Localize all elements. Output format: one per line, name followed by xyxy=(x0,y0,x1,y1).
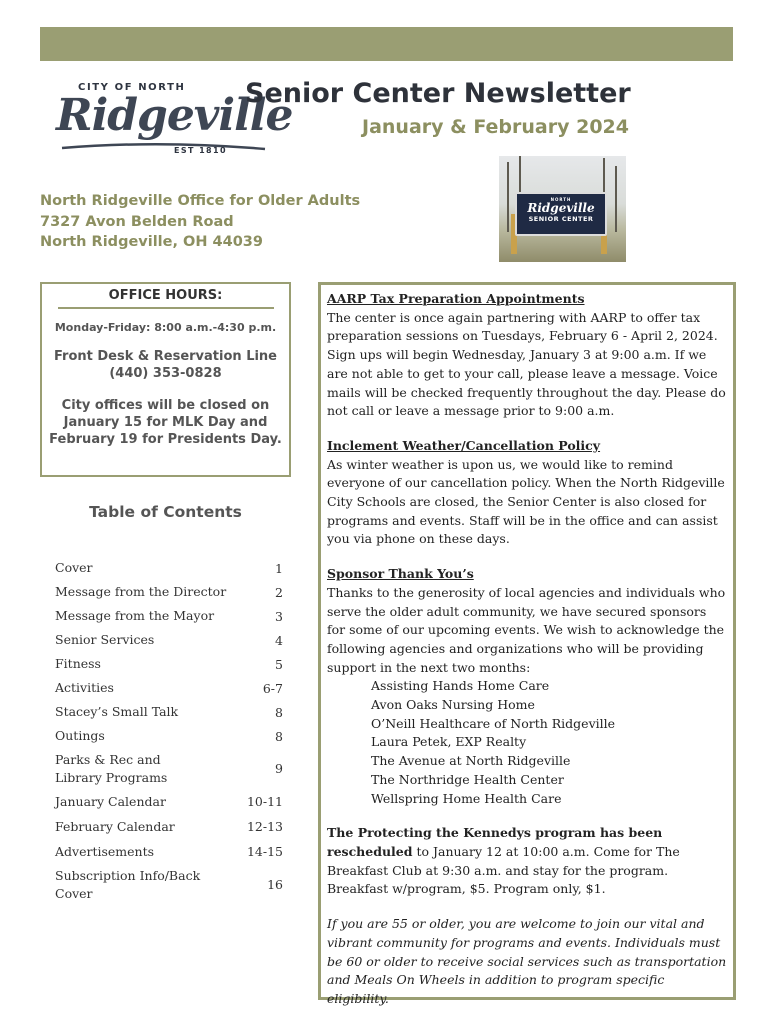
toc-row xyxy=(55,604,283,628)
tree-icon xyxy=(615,166,617,232)
main-content-box xyxy=(318,282,736,1006)
front-desk-info xyxy=(42,348,289,382)
toc-item-label: Parks & Rec and Library Programs xyxy=(55,751,168,785)
kennedys-paragraph xyxy=(327,824,727,899)
city-logo xyxy=(52,80,293,160)
sign-board xyxy=(515,192,607,236)
kennedys-lead: The Protecting the Kennedys program has been rescheduled xyxy=(327,825,663,859)
tree-icon xyxy=(507,162,509,232)
aarp-heading: AARP Tax Preparation Appointments xyxy=(327,291,585,306)
closure-notice: City offices will be closed on January 15 for MLK Day and February 19 for Presidents Day. xyxy=(49,398,282,447)
office-street: 7327 Avon Belden Road xyxy=(40,213,234,230)
toc-item-label: Advertisements xyxy=(55,843,155,859)
toc-row xyxy=(55,556,283,580)
newsletter-title: Senior Center Newsletter xyxy=(245,78,631,109)
office-name: North Ridgeville Office for Older Adults xyxy=(40,193,361,209)
toc-row xyxy=(55,580,283,604)
divider xyxy=(58,307,274,309)
toc-item-label: Fitness xyxy=(55,656,101,671)
list-item: Laura Petek, EXP Realty xyxy=(371,734,527,750)
sponsor-heading: Sponsor Thank You’s xyxy=(327,566,474,582)
toc-row xyxy=(55,814,283,839)
toc-item-label: Activities xyxy=(55,680,114,695)
toc-item-page: 14-15 xyxy=(246,844,283,859)
toc-item-page: 4 xyxy=(275,632,283,648)
toc-row xyxy=(55,676,283,700)
toc-row xyxy=(55,789,283,814)
header-accent-bar xyxy=(40,27,733,61)
toc-title: Table of Contents xyxy=(89,503,242,521)
kennedys-body: to January 12 at 10:00 a.m. Come for The Breakfast Club at 9:30 a.m. and stay for the program. Breakfast w/program, $5. Program only, $1. xyxy=(327,843,680,897)
aarp-body: The center is once again partnering with AARP to offer tax preparation sessions on Tuesdays, February 6 - April 2, 2024. Sign ups will begin Wednesday, January 3 at 9:00 a.m. If we are not able to get to your call, please leave a message. Voice mails will be checked frequently throughout the day. Please do not call or leave a message prior to 9:00 a.m. xyxy=(327,309,726,419)
toc-row xyxy=(55,748,283,789)
weather-heading: Inclement Weather/Cancellation Policy xyxy=(327,437,601,453)
list-item: O’Neill Healthcare of North Ridgeville xyxy=(371,715,616,731)
office-hours-time: Monday-Friday: 8:00 a.m.-4:30 p.m. xyxy=(54,321,277,334)
toc-item-page: 2 xyxy=(275,584,283,600)
logo-est-text: EST 1810 xyxy=(174,146,227,155)
list-item: Wellspring Home Health Care xyxy=(371,790,562,806)
toc-item-label: Senior Services xyxy=(55,632,155,647)
logo-top-text: CITY OF NORTH xyxy=(78,82,186,93)
sponsor-body: Thanks to the generosity of local agencies and individuals who serve the older adult community, we have secured sponsors for some of our upcoming events. We wish to acknowledge the following agencies and organizations who will be providing support in the next two months: xyxy=(327,584,726,675)
toc-item-page: 3 xyxy=(275,608,283,624)
toc-row xyxy=(55,864,283,905)
toc-item-label: Outings xyxy=(55,728,105,743)
list-item: The Avenue at North Ridgeville xyxy=(371,753,571,769)
toc-item-page: 12-13 xyxy=(246,819,283,834)
toc-item-page: 6-7 xyxy=(262,680,283,696)
toc-row xyxy=(55,700,283,724)
sign-small-text: NORTH xyxy=(550,197,572,202)
office-city: North Ridgeville, OH 44039 xyxy=(40,234,263,250)
office-hours-box xyxy=(40,282,291,477)
office-address xyxy=(40,191,360,253)
toc-item-label: Message from the Director xyxy=(55,584,227,599)
office-hours-title: OFFICE HOURS: xyxy=(108,288,223,303)
toc-row xyxy=(55,652,283,676)
toc-item-page: 16 xyxy=(267,877,283,892)
front-desk-phone: (440) 353-0828 xyxy=(109,366,222,381)
newsletter-date: January & February 2024 xyxy=(362,116,629,138)
toc-item-label: February Calendar xyxy=(55,818,175,834)
front-desk-label: Front Desk & Reservation Line xyxy=(54,349,277,364)
list-item: Avon Oaks Nursing Home xyxy=(371,697,535,713)
closing-note: If you are 55 or older, you are welcome to join our vital and vibrant community for programs and events. Individuals must be 60 or older to receive social services such as transportation and Meals On Wheels in addition to program specific eligibility. xyxy=(327,916,727,1006)
toc-row xyxy=(55,839,283,864)
sponsor-list xyxy=(327,677,727,808)
list-item: Assisting Hands Home Care xyxy=(371,678,550,694)
sign-main-text: Ridgeville xyxy=(527,201,595,215)
logo-main-text: Ridgeville xyxy=(56,90,293,141)
toc-item-page: 8 xyxy=(275,728,283,744)
senior-center-sign-photo xyxy=(499,156,626,262)
toc-item-label: Subscription Info/Back Cover xyxy=(55,867,201,901)
table-of-contents xyxy=(55,556,283,905)
toc-item-label: January Calendar xyxy=(55,793,166,809)
toc-item-page: 5 xyxy=(275,656,283,672)
weather-body: As winter weather is upon us, we would like to remind everyone of our cancellation policy. When the North Ridgeville City Schools are closed, the Senior Center is also closed for programs and events. Staff will be in the office and can assist you via phone on these days. xyxy=(327,456,725,547)
toc-item-page: 10-11 xyxy=(246,794,283,809)
toc-item-page: 1 xyxy=(275,560,283,576)
list-item: The Northridge Health Center xyxy=(371,771,564,787)
sign-sub-text: SENIOR CENTER xyxy=(528,215,594,223)
toc-row xyxy=(55,628,283,652)
toc-item-page: 9 xyxy=(275,761,283,776)
toc-row xyxy=(55,724,283,748)
toc-item-label: Stacey’s Small Talk xyxy=(55,704,179,719)
logo-swash-icon xyxy=(60,142,270,152)
toc-item-label: Message from the Mayor xyxy=(55,608,215,623)
toc-item-page: 8 xyxy=(275,704,283,720)
toc-item-label: Cover xyxy=(55,560,93,575)
